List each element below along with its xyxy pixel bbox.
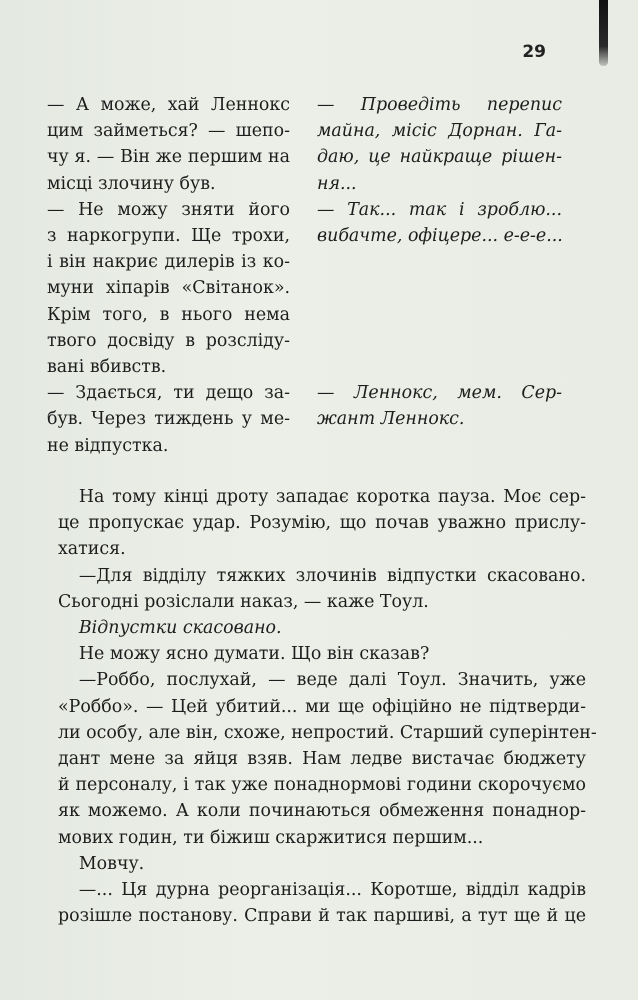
text-line: муни хіпарів «Світанок». (47, 278, 290, 299)
text-line: й персоналу, і так уже понаднормові години скорочуємо (58, 775, 586, 796)
text-line: Сьогодні розіслали наказ, — каже Тоул. (58, 591, 429, 612)
text-line: — Леннокс, мем. Сер- (317, 383, 562, 404)
text-line: ня... (317, 173, 357, 194)
text-line: майна, місіс Дорнан. Га- (317, 121, 562, 142)
text-line: хатися. (58, 539, 126, 560)
text-line: дант мене за яйця взяв. Нам ледве вистачає бюджету (58, 749, 586, 770)
text-line: — Так... так і зроблю... (317, 199, 562, 220)
text-line: — Не можу зняти його (47, 199, 290, 220)
text-line: розішле постанову. Справи й так паршиві, а тут ще й це (58, 906, 586, 927)
right-dialogue-column (317, 92, 562, 433)
text-line: не відпустка. (47, 435, 169, 456)
text-line: — Здається, ти дещо за- (47, 383, 290, 404)
text-line: «Роббо». — Цей убитий... ми ще офіційно не підтверди- (58, 696, 586, 717)
text-line: був. Через тиждень у ме- (47, 409, 290, 430)
text-line: —... Ця дурна реорганізація... Коротше, відділ кадрів (78, 880, 586, 901)
text-line: жант Леннокс. (317, 409, 465, 430)
text-line: — Проведіть перепис (317, 95, 562, 115)
text-line: даю, це найкраще рішен- (317, 147, 562, 168)
line-gap (317, 275, 562, 301)
main-text-block (58, 484, 597, 929)
text-line: твого досвіду в розсліду- (47, 330, 290, 351)
page-edge-mark (599, 0, 608, 66)
text-line: — А може, хай Леннокс (47, 95, 290, 115)
line-gap (317, 302, 562, 328)
line-gap (317, 354, 562, 380)
text-line: як можемо. А коли починаються обмеження понаднор- (58, 801, 586, 822)
line-gap (317, 328, 562, 354)
text-line: Мовчу. (78, 853, 145, 874)
text-line: На тому кінці дроту западає коротка пауза. Моє сер- (78, 487, 586, 507)
text-line: місці злочину був. (47, 173, 216, 194)
text-line: з наркогрупи. Ще трохи, (47, 226, 290, 247)
text-line: вибачте, офіцере... е-е-е... (317, 226, 563, 247)
text-line: мових годин, ти біжиш скаржитися першим... (58, 827, 484, 848)
left-dialogue-column (47, 92, 290, 459)
text-line: ли особу, але він, схоже, непростий. Старший суперінтен- (58, 722, 597, 743)
text-line: цим займеться? — шепо- (47, 121, 290, 142)
text-line: чу я. — Він же першим на (47, 147, 290, 168)
line-gap (317, 249, 562, 275)
text-line: —Роббо, послухай, — веде далі Тоул. Значить, уже (78, 670, 586, 691)
text-line: —Для відділу тяжких злочинів відпустки скасовано. (78, 565, 586, 586)
text-line: вані вбивств. (47, 357, 167, 378)
text-line: Відпустки скасовано. (78, 618, 282, 639)
page-number: 29 (522, 42, 546, 62)
text-line: Не можу ясно думати. Що він сказав? (78, 644, 430, 665)
text-line: Крім того, в нього нема (47, 304, 290, 325)
text-line: це пропускає удар. Розумію, що почав уважно прислу- (58, 513, 586, 534)
text-line: і він накриє дилерів із ко- (47, 252, 290, 273)
